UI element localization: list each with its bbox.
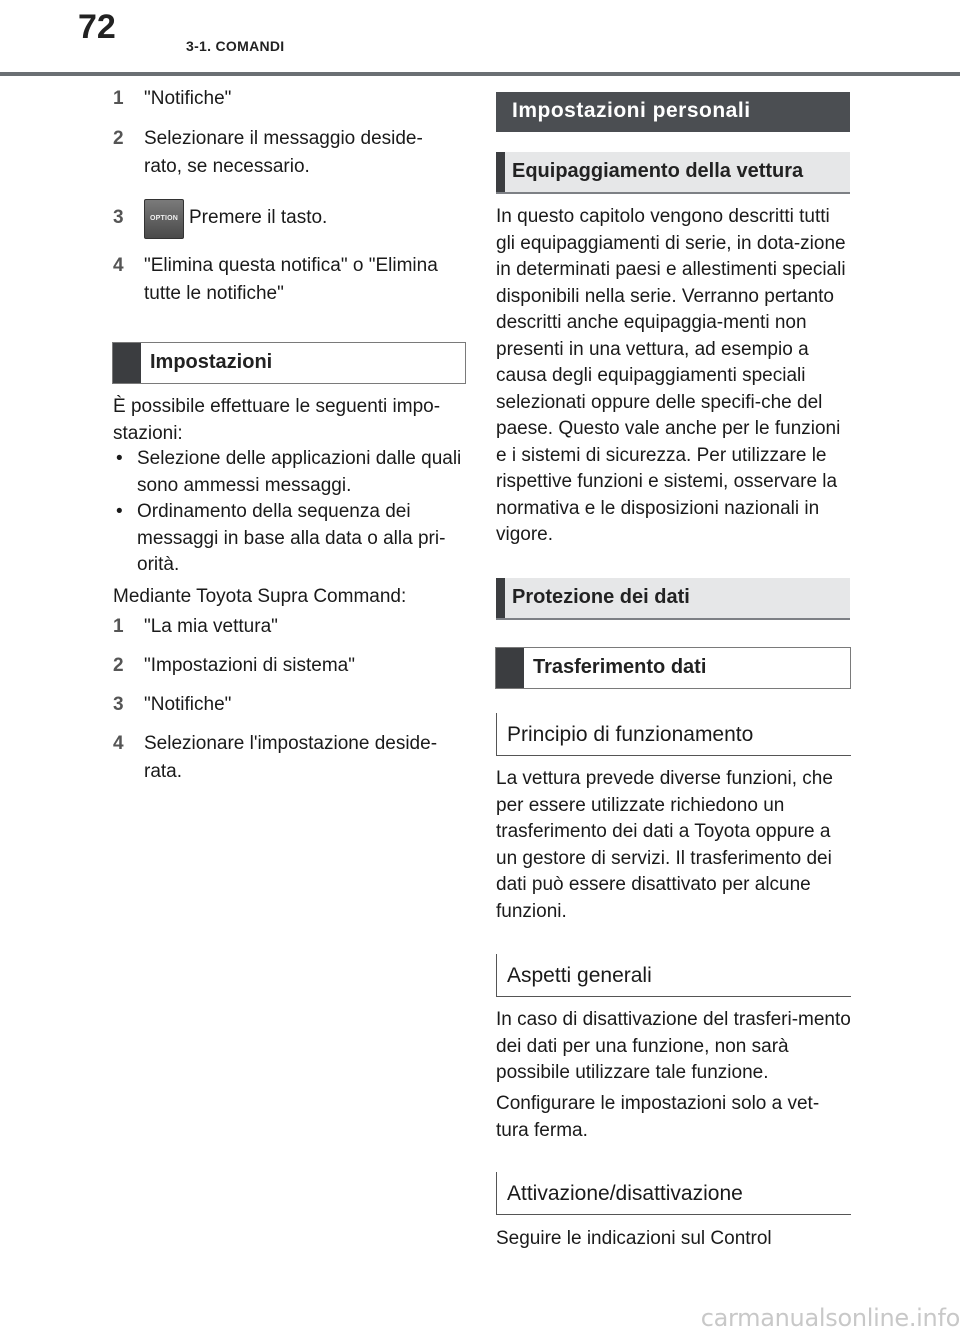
heading-label: Principio di funzionamento xyxy=(507,723,754,746)
heading-label: Impostazioni xyxy=(150,351,273,373)
step-number: 2 xyxy=(113,128,124,149)
step-text: "La mia vettura" xyxy=(144,616,278,637)
chapter-heading-impostazioni-personali xyxy=(496,92,850,132)
step-number: 1 xyxy=(113,88,124,109)
step-text: Selezionare l'impostazione deside-rata. xyxy=(144,733,438,782)
principle-paragraph: La vettura prevede diverse funzioni, che per essere utilizzate richiedono un trasferimento dei dati a Toyota oppure a un gestore di servizi. Il trasferimento dei dati può essere disattivato per alcune funzioni. xyxy=(496,768,833,922)
heading-label: Attivazione/disattivazione xyxy=(507,1182,743,1205)
step-a-1 xyxy=(113,85,468,113)
activation-paragraph: Seguire le indicazioni sul Control xyxy=(496,1228,772,1249)
watermark: carmanualsonline.info xyxy=(700,1304,960,1332)
heading-bar xyxy=(496,152,505,192)
section-heading-protezione-dati xyxy=(496,578,850,620)
subheading-principio xyxy=(496,713,851,756)
chapter-title: 3-1. COMANDI xyxy=(186,38,285,54)
option-button-icon: OPTION xyxy=(144,199,184,239)
heading-bar xyxy=(113,343,141,383)
section-heading-equipaggiamento xyxy=(496,152,850,194)
heading-label: Protezione dei dati xyxy=(512,586,690,608)
step-b-4 xyxy=(113,730,468,786)
step-text: "Elimina questa notifica" o "Elimina tutte le notifiche" xyxy=(144,255,438,304)
heading-bar xyxy=(496,578,505,618)
step-text: "Notifiche" xyxy=(144,88,232,109)
heading-label: Equipaggiamento della vettura xyxy=(512,160,804,182)
header-divider xyxy=(0,72,960,76)
page-number: 72 xyxy=(78,8,116,46)
subheading-attivazione xyxy=(496,1172,851,1215)
step-a-3 xyxy=(113,204,468,244)
step-number: 2 xyxy=(113,655,124,676)
command-intro: Mediante Toyota Supra Command: xyxy=(113,586,407,607)
list-item: • Selezione delle applicazioni dalle quali sono ammessi messaggi. xyxy=(113,446,468,499)
section-heading-impostazioni xyxy=(112,342,466,384)
list-item: • Ordinamento della sequenza dei messaggi in base alla data o alla pri-orità. xyxy=(113,499,468,579)
subheading-aspetti-generali xyxy=(496,954,851,997)
step-text: "Notifiche" xyxy=(144,694,232,715)
step-a-2 xyxy=(113,125,468,181)
step-number: 1 xyxy=(113,616,124,637)
heading-label: Aspetti generali xyxy=(507,964,652,987)
settings-bullet-list xyxy=(113,446,468,579)
heading-bar xyxy=(496,648,524,688)
step-text: Selezionare il messaggio deside-rato, se necessario. xyxy=(144,128,423,177)
step-number: 3 xyxy=(113,207,124,228)
general-paragraph-1: In caso di disattivazione del trasferi-mento dei dati per una funzione, non sarà possibile utilizzare tale funzione. xyxy=(496,1009,851,1083)
equipment-paragraph: In questo capitolo vengono descritti tutti gli equipaggiamenti di serie, in dota-zione in determinati paesi e allestimenti speciali disponibili nella serie. Verranno pertanto descritti anche equipaggia-menti non presenti in una vettura, ad esempio a causa degli equipaggiamenti speciali selezionati oppure delle specifi-che del paese. Questo vale anche per le funzioni e i sistemi di sicurezza. Per utilizzare le rispettive funzioni e sistemi, osservare la normativa e le disposizioni nazionali in vigore. xyxy=(496,206,846,545)
general-paragraph-2: Configurare le impostazioni solo a vet-tura ferma. xyxy=(496,1093,820,1141)
step-b-3 xyxy=(113,691,468,719)
step-number: 4 xyxy=(113,733,124,754)
step-text: "Impostazioni di sistema" xyxy=(144,655,355,676)
heading-label: Impostazioni personali xyxy=(512,99,751,122)
heading-label: Trasferimento dati xyxy=(533,656,707,678)
step-a-4 xyxy=(113,252,468,308)
step-b-1 xyxy=(113,613,468,641)
step-number: 3 xyxy=(113,694,124,715)
settings-intro: È possibile effettuare le seguenti impo-stazioni: xyxy=(113,396,441,444)
step-b-2 xyxy=(113,652,468,680)
section-heading-trasferimento-dati xyxy=(495,647,851,689)
step-number: 4 xyxy=(113,255,124,276)
step-text: Premere il tasto. xyxy=(189,207,328,228)
